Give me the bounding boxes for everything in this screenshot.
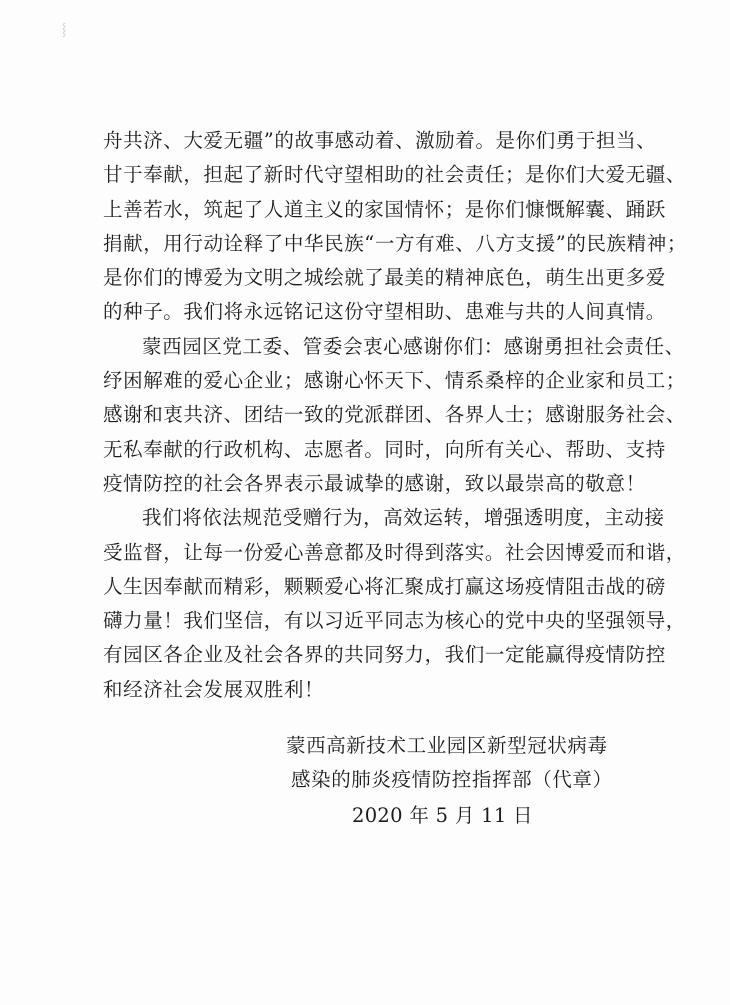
paragraph-3-line: 人生因奉献而精彩，颗颗爱心将汇聚成打赢这场疫情阻击战的磅 [103,574,666,598]
paragraph-2-line: 蒙西园区党工委、管委会衷心感谢你们：感谢勇担社会责任、 [142,334,685,358]
letter-body [103,124,687,707]
paragraph-1-line: 是你们的博爱为文明之城绘就了最美的精神底色，萌生出更多爱 [103,266,666,290]
paragraph-2-line: 感谢和衷共济、团结一致的党派群团、各界人士；感谢服务社会、 [103,403,686,427]
scan-mark-decoration: ⸾ [62,22,67,36]
signature-date: 2020 年 5 月 11 日 [352,804,533,827]
paragraph-3-line: 我们将依法规范受赠行为，高效运转，增强透明度，主动接 [142,506,665,530]
signature-org-line-2: 感染的肺炎疫情防控指挥部（代章） [291,768,613,791]
paragraph-1-line: 甘于奉献，担起了新时代守望相助的社会责任；是你们大爱无疆、 [103,163,686,187]
paragraph-3-line: 受监督，让每一份爱心善意都及时得到落实。社会因博爱而和谐， [103,540,686,564]
paragraph-1-line: 舟共济、大爱无疆”的故事感动着、激励着。是你们勇于担当、 [103,129,657,152]
signature-org-line-1: 蒙西高新技术工业园区新型冠状病毒 [286,734,608,757]
paragraph-3-line: 礴力量！我们坚信，有以习近平同志为核心的党中央的坚强领导， [103,609,686,633]
paragraph-1-line: 捐献，用行动诠释了中华民族“一方有难、八方支援”的民族精神； [103,231,687,255]
paragraph-2-line: 纾困解难的爱心企业；感谢心怀天下、情系桑梓的企业家和员工； [103,369,686,393]
paragraph-3-line: 有园区各企业及社会各界的共同努力，我们一定能赢得疫情防控 [103,643,666,667]
paragraph-1-line: 上善若水，筑起了人道主义的家国情怀；是你们慷慨解囊、踊跃 [103,197,666,221]
paragraph-3-line: 和经济社会发展双胜利！ [103,677,325,701]
paragraph-1-line: 的种子。我们将永远铭记这份守望相助、患难与共的人间真情。 [103,300,666,324]
paragraph-2-line: 疫情防控的社会各界表示最诚挚的感谢，致以最崇高的敬意！ [103,471,646,495]
paragraph-2-line: 无私奉献的行政机构、志愿者。同时，向所有关心、帮助、支持 [103,437,666,461]
